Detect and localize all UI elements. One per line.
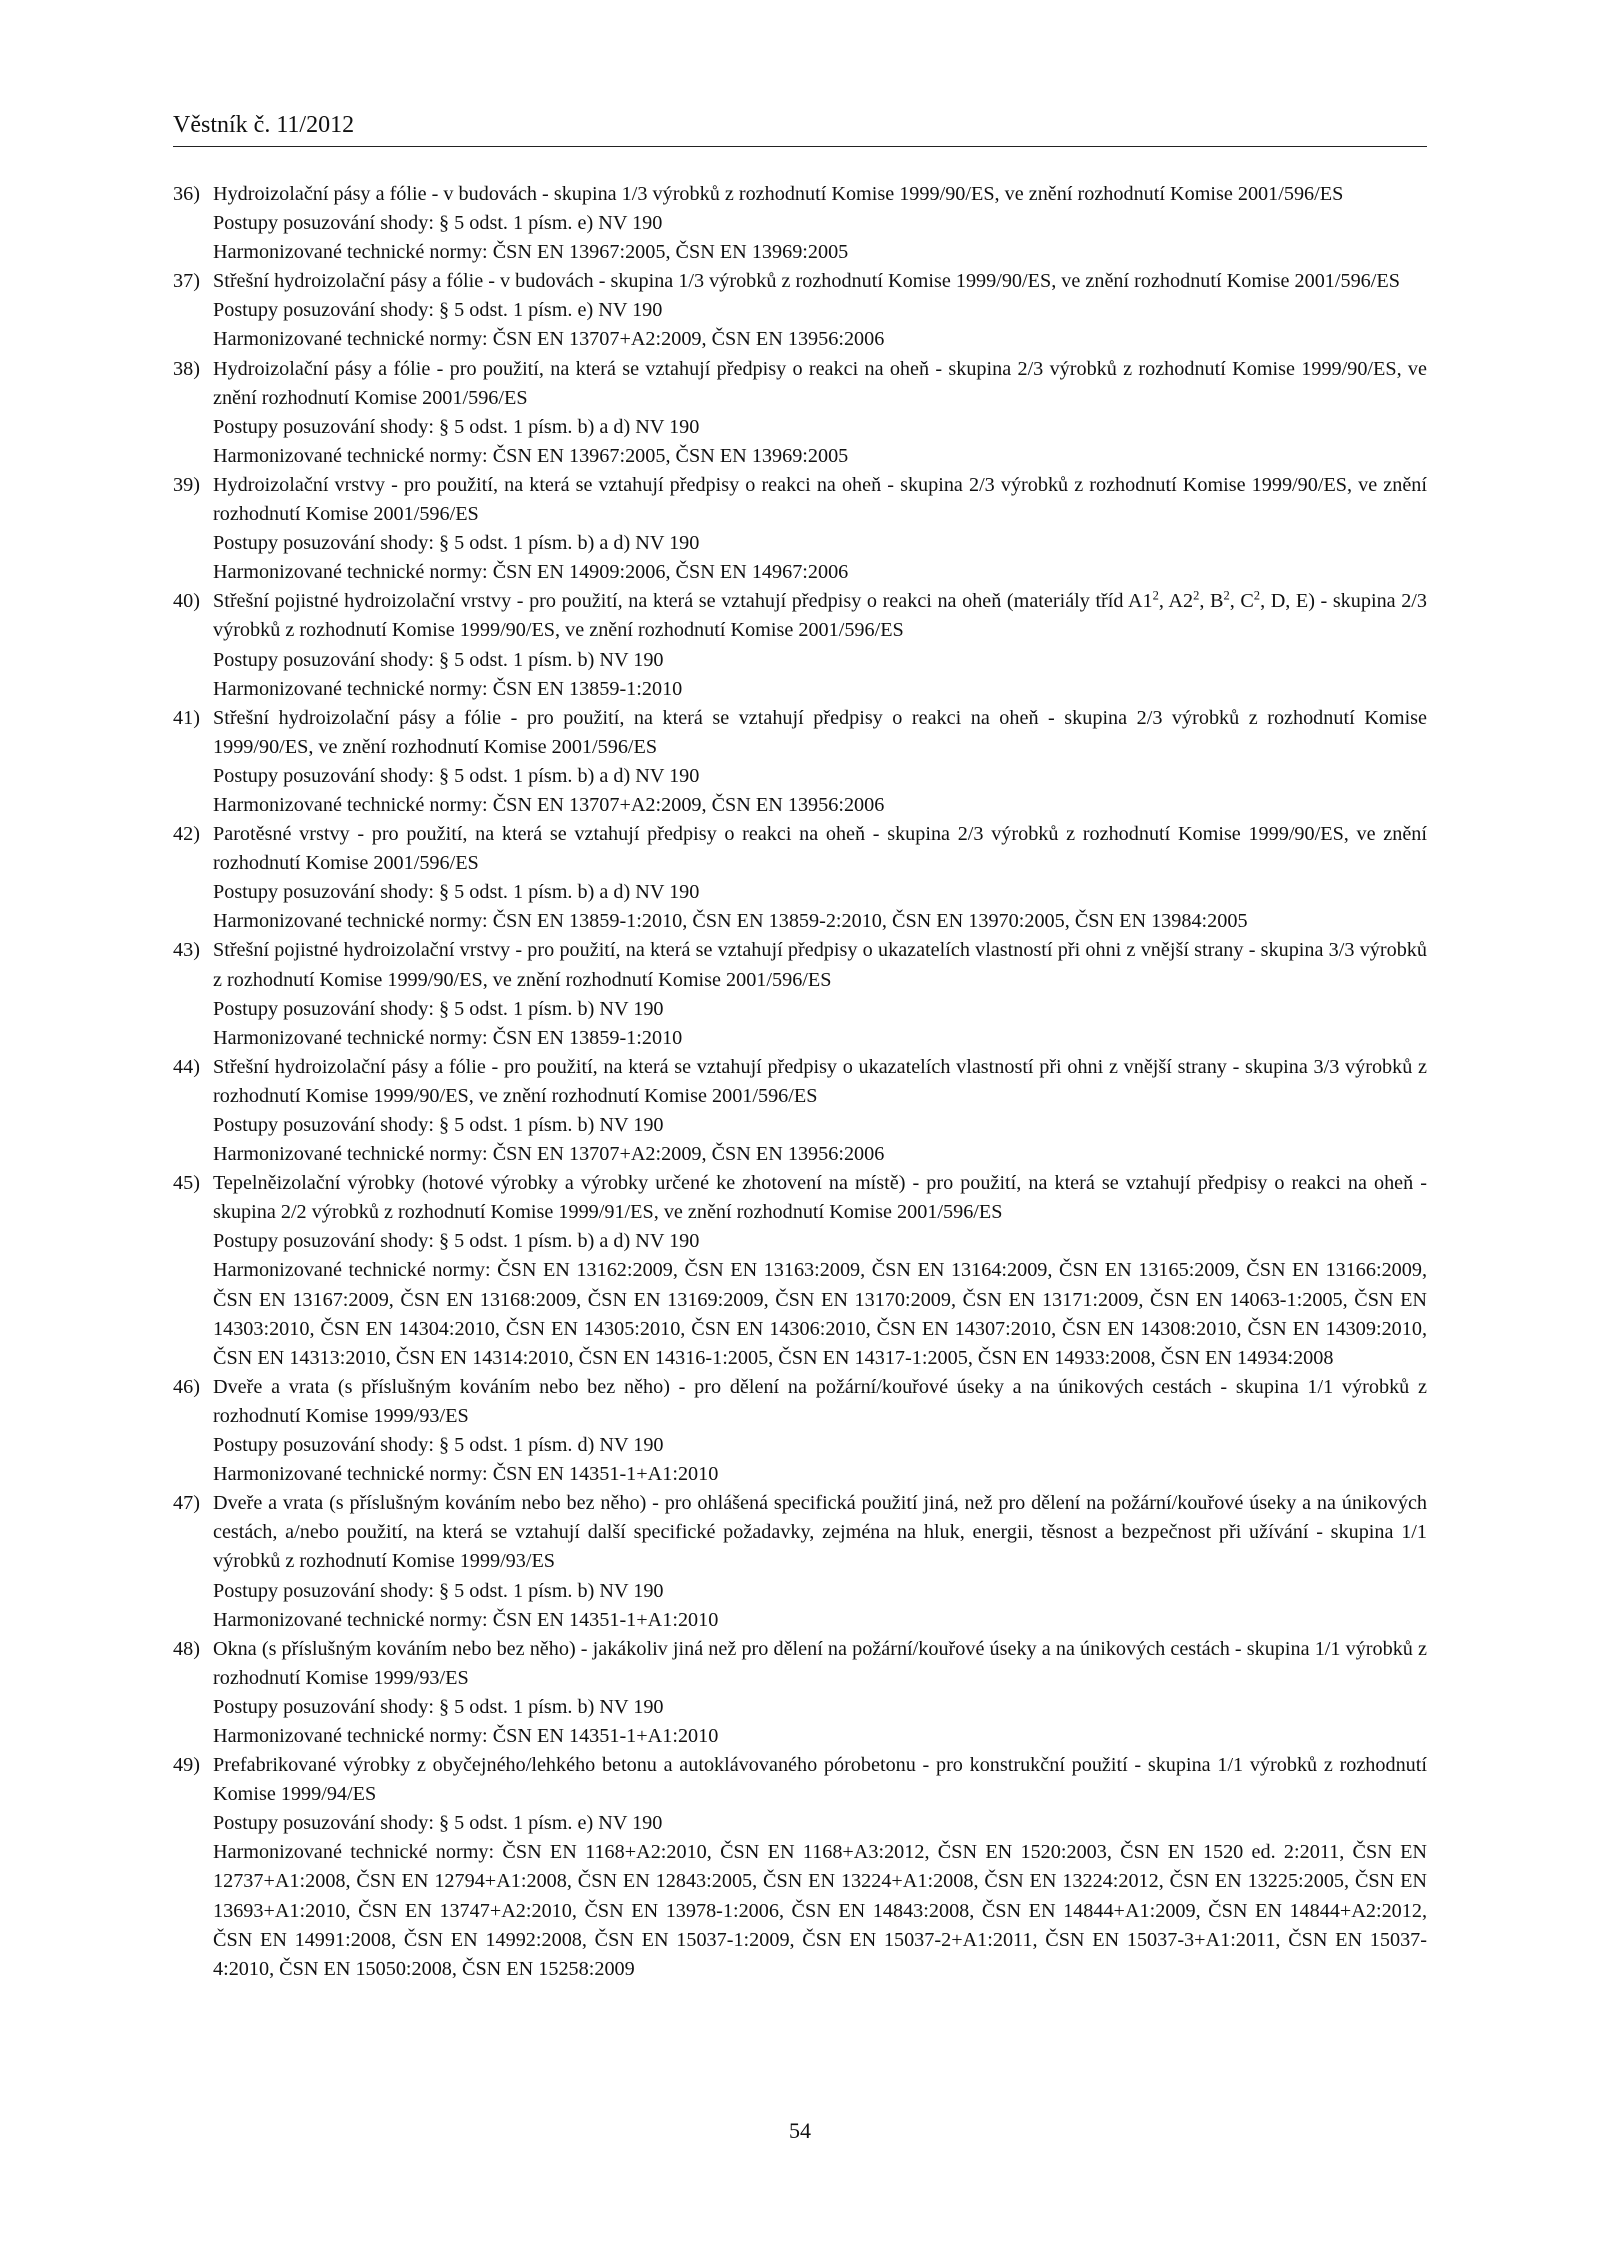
list-item (173, 355, 1427, 471)
title-part: Střešní pojistné hydroizolační vrstvy - pro použití, na která se vztahují předpisy o reakci na oheň (materiály tříd A1 (213, 590, 1153, 613)
item-procedure: Postupy posuzování shody: § 5 odst. 1 písm. b) a d) NV 190 (213, 881, 700, 904)
item-title: Tepelněizolační výrobky (hotové výrobky a výrobky určené ke zhotovení na místě) - pro použití, na která se vztahují předpisy o reakci na oheň - skupina 2/2 výrobků z rozhodnutí Komise 1999/91/ES, ve znění rozhodnutí Komise 2001/596/ES (213, 1172, 1427, 1224)
item-title: Prefabrikované výrobky z obyčejného/lehkého betonu a autoklávovaného pórobetonu - pro konstrukční použití - skupina 1/1 výrobků z rozhodnutí Komise 1999/94/ES (213, 1754, 1427, 1806)
item-procedure: Postupy posuzování shody: § 5 odst. 1 písm. b) NV 190 (213, 648, 664, 671)
item-procedure: Postupy posuzování shody: § 5 odst. 1 písm. d) NV 190 (213, 1434, 664, 1457)
title-part: , B (1199, 590, 1224, 613)
item-standards: Harmonizované technické normy: ČSN EN 13859-1:2010, ČSN EN 13859-2:2010, ČSN EN 13970:2005, ČSN EN 13984:2005 (213, 910, 1248, 933)
item-standards: Harmonizované technické normy: ČSN EN 1168+A2:2010, ČSN EN 1168+A3:2012, ČSN EN 1520:2003, ČSN EN 1520 ed. 2:2011, ČSN EN 12737+A1:2008, ČSN EN 12794+A1:2008, ČSN EN 12843:2005, ČSN EN 13224+A1:2008, ČSN EN 13224:2012, ČSN EN 13225:2005, ČSN EN 13693+A1:2010, ČSN EN 13747+A2:2010, ČSN EN 13978-1:2006, ČSN EN 14843:2008, ČSN EN 14844+A1:2009, ČSN EN 14844+A2:2012, ČSN EN 14991:2008, ČSN EN 14992:2008, ČSN EN 15037-1:2009, ČSN EN 15037-2+A1:2011, ČSN EN 15037-3+A1:2011, ČSN EN 15037-4:2010, ČSN EN 15050:2008, ČSN EN 15258:2009 (213, 1841, 1427, 1980)
list-item (173, 471, 1427, 587)
list-item (173, 936, 1427, 1052)
item-title: Parotěsné vrstvy - pro použití, na která se vztahují předpisy o reakci na oheň - skupina 2/3 výrobků z rozhodnutí Komise 1999/90/ES, ve znění rozhodnutí Komise 2001/596/ES (213, 823, 1427, 875)
item-title: Střešní hydroizolační pásy a fólie - pro použití, na která se vztahují předpisy o reakci na oheň - skupina 2/3 výrobků z rozhodnutí Komise 1999/90/ES, ve znění rozhodnutí Komise 2001/596/ES (213, 706, 1427, 758)
page-number: 54 (789, 2118, 811, 2143)
item-title: Střešní hydroizolační pásy a fólie - v budovách - skupina 1/3 výrobků z rozhodnutí Komise 1999/90/ES, ve znění rozhodnutí Komise 2001/596/ES (213, 270, 1400, 293)
item-standards: Harmonizované technické normy: ČSN EN 13967:2005, ČSN EN 13969:2005 (213, 444, 849, 467)
list-item (173, 820, 1427, 936)
item-procedure: Postupy posuzování shody: § 5 odst. 1 písm. b) NV 190 (213, 997, 664, 1020)
item-number: 42) (173, 823, 200, 846)
item-number: 45) (173, 1172, 200, 1195)
superscript: 2 (1152, 588, 1159, 603)
item-standards: Harmonizované technické normy: ČSN EN 13707+A2:2009, ČSN EN 13956:2006 (213, 328, 885, 351)
item-procedure: Postupy posuzování shody: § 5 odst. 1 písm. b) NV 190 (213, 1114, 664, 1136)
item-procedure: Postupy posuzování shody: § 5 odst. 1 písm. e) NV 190 (213, 299, 663, 322)
item-procedure: Postupy posuzování shody: § 5 odst. 1 písm. e) NV 190 (213, 1812, 663, 1835)
item-title (213, 587, 1427, 645)
list-item (173, 587, 1427, 703)
item-procedure: Postupy posuzování shody: § 5 odst. 1 písm. e) NV 190 (213, 212, 663, 235)
item-standards: Harmonizované technické normy: ČSN EN 13859-1:2010 (213, 1026, 683, 1049)
list-item (173, 704, 1427, 820)
item-procedure: Postupy posuzování shody: § 5 odst. 1 písm. b) a d) NV 190 (213, 415, 700, 438)
title-part: , A2 (1158, 590, 1194, 613)
item-title: Hydroizolační pásy a fólie - pro použití, na která se vztahují předpisy o reakci na oheň - skupina 2/3 výrobků z rozhodnutí Komise 1999/90/ES, ve znění rozhodnutí Komise 2001/596/ES (213, 357, 1427, 409)
item-standards: Harmonizované technické normy: ČSN EN 13707+A2:2009, ČSN EN 13956:2006 (213, 793, 885, 816)
item-title: Dveře a vrata (s příslušným kováním nebo bez něho) - pro ohlášená specifická použití jiná, než pro dělení na požární/kouřové úseky a na únikových cestách, a/nebo použití, na která se vztahují další specifické požadavky, zejména na hluk, energii, těsnost a bezpečnost při užívání - skupina 1/1 výrobků z rozhodnutí Komise 1999/93/ES (213, 1492, 1427, 1573)
superscript: 2 (1193, 588, 1200, 603)
item-number: 36) (173, 183, 200, 205)
item-standards: Harmonizované technické normy: ČSN EN 13162:2009, ČSN EN 13163:2009, ČSN EN 13164:2009, ČSN EN 13165:2009, ČSN EN 13166:2009, ČSN EN 13167:2009, ČSN EN 13168:2009, ČSN EN 13169:2009, ČSN EN 13170:2009, ČSN EN 13171:2009, ČSN EN 14063-1:2005, ČSN EN 14303:2010, ČSN EN 14304:2010, ČSN EN 14305:2010, ČSN EN 14306:2010, ČSN EN 14307:2010, ČSN EN 14308:2010, ČSN EN 14309:2010, ČSN EN 14313:2010, ČSN EN 14314:2010, ČSN EN 14316-1:2005, ČSN EN 14317-1:2005, ČSN EN 14933:2008, ČSN EN 14934:2008 (213, 1259, 1427, 1369)
list-item (173, 1489, 1427, 1634)
item-standards: Harmonizované technické normy: ČSN EN 14351-1+A1:2010 (213, 1463, 719, 1486)
item-number: 37) (173, 270, 200, 293)
item-number: 39) (173, 473, 200, 496)
item-procedure: Postupy posuzování shody: § 5 odst. 1 písm. b) NV 190 (213, 1695, 664, 1718)
list-item (173, 267, 1427, 354)
item-standards: Harmonizované technické normy: ČSN EN 14351-1+A1:2010 (213, 1724, 719, 1747)
title-part: , C (1229, 590, 1254, 613)
superscript: 2 (1223, 588, 1230, 603)
list-item (173, 180, 1427, 267)
item-number: 40) (173, 590, 200, 613)
list-item (173, 1751, 1427, 1984)
item-standards: Harmonizované technické normy: ČSN EN 13967:2005, ČSN EN 13969:2005 (213, 241, 849, 264)
item-number: 38) (173, 357, 200, 380)
document-body (173, 180, 1427, 1984)
title-part: , D, E) - skupina 2/3 výrobků z rozhodnutí Komise 1999/90/ES, ve znění rozhodnutí Komise 2001/596/ES (213, 590, 1427, 642)
item-number: 48) (173, 1637, 200, 1660)
list-item (173, 1053, 1427, 1169)
item-number: 44) (173, 1055, 200, 1078)
item-standards: Harmonizované technické normy: ČSN EN 14351-1+A1:2010 (213, 1608, 719, 1631)
item-title: Střešní pojistné hydroizolační vrstvy - pro použití, na která se vztahují předpisy o ukazatelích vlastností při ohni z vnější strany - skupina 3/3 výrobků z rozhodnutí Komise 1999/90/ES, ve znění rozhodnutí Komise 2001/596/ES (213, 939, 1427, 991)
item-title: Střešní hydroizolační pásy a fólie - pro použití, na která se vztahují předpisy o ukazatelích vlastností při ohni z vnější strany - skupina 3/3 výrobků z rozhodnutí Komise 1999/90/ES, ve znění rozhodnutí Komise 2001/596/ES (213, 1055, 1427, 1107)
item-number: 49) (173, 1754, 200, 1777)
list-item (173, 1635, 1427, 1751)
list-item (173, 1373, 1427, 1489)
item-procedure: Postupy posuzování shody: § 5 odst. 1 písm. b) NV 190 (213, 1579, 664, 1602)
item-standards: Harmonizované technické normy: ČSN EN 13859-1:2010 (213, 677, 683, 700)
item-number: 46) (173, 1375, 200, 1398)
item-title: Dveře a vrata (s příslušným kováním nebo bez něho) - pro dělení na požární/kouřové úseky a na únikových cestách - skupina 1/1 výrobků z rozhodnutí Komise 1999/93/ES (213, 1375, 1427, 1427)
item-title: Okna (s příslušným kováním nebo bez něho) - jakákoliv jiná než pro dělení na požární/kouřové úseky a na únikových cestách - skupina 1/1 výrobků z rozhodnutí Komise 1999/93/ES (213, 1637, 1427, 1689)
superscript: 2 (1253, 588, 1261, 603)
item-procedure: Postupy posuzování shody: § 5 odst. 1 písm. b) a d) NV 190 (213, 1230, 700, 1253)
item-title: Hydroizolační pásy a fólie - v budovách - skupina 1/3 výrobků z rozhodnutí Komise 1999/90/ES, ve znění rozhodnutí Komise 2001/596/ES (213, 183, 1344, 205)
header-title: Věstník č. 11/2012 (173, 112, 355, 138)
item-number: 43) (173, 939, 200, 962)
page-header (173, 108, 1427, 147)
item-number: 41) (173, 706, 200, 729)
list-item (173, 1169, 1427, 1373)
item-procedure: Postupy posuzování shody: § 5 odst. 1 písm. b) a d) NV 190 (213, 764, 700, 787)
item-standards: Harmonizované technické normy: ČSN EN 13707+A2:2009, ČSN EN 13956:2006 (213, 1143, 885, 1166)
item-title: Hydroizolační vrstvy - pro použití, na která se vztahují předpisy o reakci na oheň - skupina 2/3 výrobků z rozhodnutí Komise 1999/90/ES, ve znění rozhodnutí Komise 2001/596/ES (213, 473, 1427, 526)
item-standards: Harmonizované technické normy: ČSN EN 14909:2006, ČSN EN 14967:2006 (213, 561, 849, 584)
item-number: 47) (173, 1492, 200, 1515)
item-procedure: Postupy posuzování shody: § 5 odst. 1 písm. b) a d) NV 190 (213, 532, 700, 555)
